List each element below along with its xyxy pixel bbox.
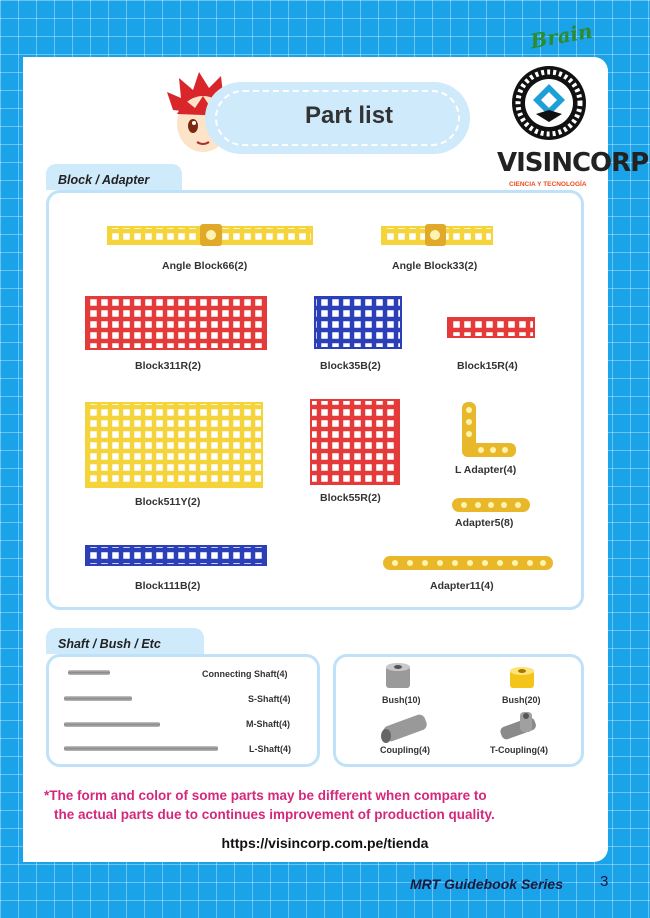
visincorp-logo-icon — [510, 64, 588, 142]
label-s-shaft: S-Shaft(4) — [248, 694, 291, 704]
disclaimer-note — [44, 786, 604, 824]
s-shaft-part — [64, 696, 132, 701]
m-shaft-part — [64, 722, 160, 727]
footer-series: MRT Guidebook Series — [410, 876, 563, 892]
label-angle-block33: Angle Block33(2) — [392, 260, 478, 272]
store-url[interactable]: https://visincorp.com.pe/tienda — [221, 835, 429, 851]
label-block35b: Block35B(2) — [320, 360, 381, 372]
section-tab-shaft-bush: Shaft / Bush / Etc — [46, 628, 204, 654]
l-shaft-part — [64, 746, 218, 751]
label-block55r: Block55R(2) — [320, 492, 381, 504]
label-block15r: Block15R(4) — [457, 360, 518, 372]
label-coupling: Coupling(4) — [380, 745, 430, 755]
label-block511y: Block511Y(2) — [135, 496, 201, 508]
label-angle-block66: Angle Block66(2) — [162, 260, 248, 272]
connecting-shaft-part — [68, 670, 110, 675]
label-bush10: Bush(10) — [382, 695, 421, 705]
page-number: 3 — [600, 873, 609, 890]
label-m-shaft: M-Shaft(4) — [246, 719, 290, 729]
label-adapter11: Adapter11(4) — [430, 580, 494, 592]
visincorp-tagline: CIENCIA Y TECNOLOGÍA — [509, 181, 587, 188]
page-title: Part list — [305, 102, 394, 129]
label-adapter5: Adapter5(8) — [455, 517, 514, 529]
note-line-2: the actual parts due to continues improvement of production quality. — [54, 807, 495, 822]
label-l-adapter: L Adapter(4) — [455, 464, 517, 476]
block-adapter-box — [46, 190, 584, 610]
label-block111b: Block111B(2) — [135, 580, 201, 592]
note-line-1: *The form and color of some parts may be different when compare to — [44, 788, 487, 803]
brain-logo: Brain — [528, 18, 595, 54]
section-tab-block-adapter: Block / Adapter — [46, 164, 182, 190]
label-t-coupling: T-Coupling(4) — [490, 745, 548, 755]
label-block311r: Block311R(2) — [135, 360, 201, 372]
visincorp-name: VISINCORP — [497, 148, 649, 178]
label-l-shaft: L-Shaft(4) — [249, 744, 291, 754]
label-bush20: Bush(20) — [502, 695, 541, 705]
title-banner — [205, 82, 470, 154]
label-connecting-shaft: Connecting Shaft(4) — [202, 669, 288, 679]
